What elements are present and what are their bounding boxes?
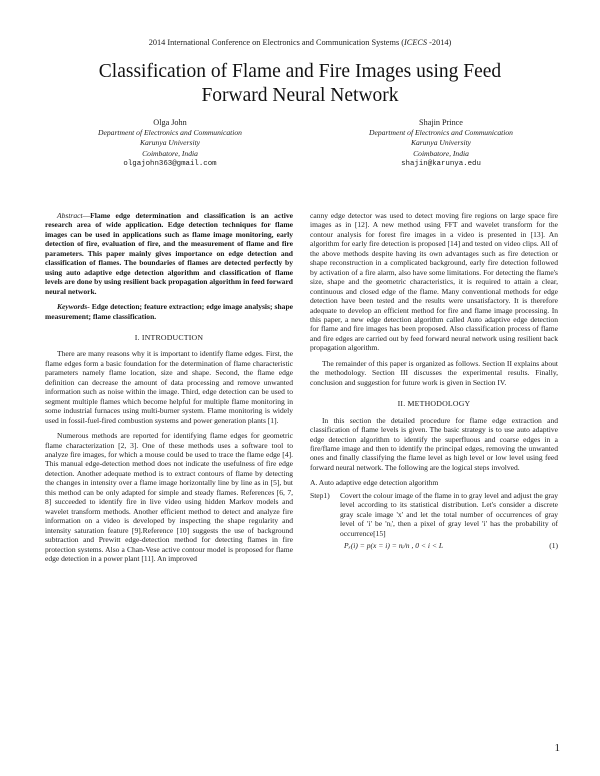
methodology-paragraph: In this section the detailed procedure for flame edge extraction and classification of flame levels is given. The basic strategy is to use auto adaptive edge detection algorithm to identify the superfluous and coarse edges in a fire/flame image and then to identify the principal edges, removing the unwanted ones and finally classifying the flame level as high level or low level using feed forward neural network. The following are the logical steps involved. [310,415,558,472]
intro-paragraph: Numerous methods are reported for identifying flame edges for geometric flame characterization [2, 3]. One of these methods uses a software tool to analyze fire images, for which a mouse could be used to trace the flame edge [4]. This manual edge-detection method does not indicate the usefulness of fire edge detection. Another adequate method is to extract contours of flame by detecting the changes in intensity over a flame image horizontally line by line as in [5], but this method can be only adapted for simple and steady flames. References [6, 7, 8] succeeded to identify fire in live video using hidden Markov models and wavelet transform methods. Another efficient method to detect and analyze fire information on a video is developed by inspecting the shape regularity and intensity saturation feature [9].Reference [10] suggests the use of background subtraction and Prewitt edge-detection method for detecting flames in fire protection systems. Also a Chan-Vese active contour model is proposed for flame edge detection in a power plant [11]. An improved [45,431,293,563]
intro-paragraph: There are many reasons why it is important to identify flame edges. First, the flame edges form a basic foundation for the determination of flame characteristic parameters namely flame location, size and shape. Second, the flame edge definition can decrease the amount of data processing and remove unwanted information such as noise within the image. Third, edge detection can be used to segment multiple flames which become helpful for multiple flame monitoring in some industrial furnaces using multi-burner system. Flame monitoring is widely used in fossil-fuel-fired combustion systems and power generation plants [1]. [45,349,293,425]
section-heading-introduction: I. INTRODUCTION [134,332,204,342]
author-department: Department of Electronics and Communication [98,128,242,138]
subsection-heading: A. Auto adaptive edge detection algorithm [310,478,439,488]
author-location: Coimbatore, India [413,148,469,158]
keywords: Keywords- Edge detection; feature extraction; edge image analysis; shape measurement; flame classification. [45,302,293,321]
abstract: Abstract—Flame edge determination and classification is an active research area of wide application. Edge detection techniques for flame images can be used in applications such as flame image monitoring, early detection of fire, evaluation of fire, and the measurement of flame and fire parameters. This paper mainly gives importance on edge detection and classification of flames. The boundaries of flames are detected perfectly by using auto adaptive edge detection algorithm and classification of flame levels are done by using resilient back propagation algorithm in feed forward neural network. [45,211,294,296]
intro-paragraph-continued: canny edge detector was used to detect moving fire regions on large space fire images as in [12]. A new method using FFT and wavelet transform for the contour analysis for forest fire images in a video is presented in [13]. An algorithm for early fire detection is proposed [14] and tested on video clips. All of the above methods despite having its own advantages such as fire detection or shape reconstruction in a complicated background, early fire detection followed by activation of a fire alarm, also have some limitations. For detecting the flame's size, shape and the geometric characteristics, it is required to attain a clear, continuous and closed edge of the flame. Many conventional methods for edge detection have been tested and the results were unsatisfactory. It is therefore adequate to develop an efficient method for fire and flame image processing. In this paper, a new edge detection algorithm called Auto adaptive edge detection for flame and fire images has been proposed. Also classification process of flame and fire edges are carried out by feed forward neural network using resilient back propagation algorithm. [310,211,558,353]
step-label: Step1) [310,490,330,500]
equation-1 [310,541,558,550]
author-name: Shajin Prince [419,118,463,127]
right-column [310,211,558,551]
author-block-2 [316,118,566,169]
conference-header: 2014 International Conference on Electronics and Communication Systems (ICECS -2014) [148,38,452,47]
section-heading-methodology: II. METHODOLOGY [397,399,471,409]
author-university: Karunya University [139,138,201,148]
step-text: Covert the colour image of the flame in to gray level and adjust the gray level according to its statistical distribution. Let's consider a discrete gray scale image 'x' and let the total number of occurrences of gray level of 'i' be 'nᵢ', then a pixel of gray level 'i' has the probability of occurrence[15] [340,490,558,538]
left-column [45,211,293,563]
title-line-2: Forward Neural Network [201,85,399,106]
equation-formula: Pₓ(i) = p(x = i) = nᵢ/n , 0 < i < L [344,541,444,551]
author-email: olgajohn363@gmail.com [123,159,217,168]
author-university: Karunya University [410,138,472,148]
author-email: shajin@karunya.edu [401,159,481,168]
author-block-1 [45,118,295,169]
page-number: 1 [554,742,560,754]
intro-paragraph: The remainder of this paper is organized as follows. Section II explains about the methodology. Section III discusses the experimental results. Finally, conclusion and suggestion for future work is given in Section IV. [310,358,558,387]
author-location: Coimbatore, India [142,148,198,158]
author-name: Olga John [153,118,187,127]
paper-title [40,60,560,108]
step-1 [310,491,558,538]
author-department: Department of Electronics and Communication [369,128,513,138]
title-line-1: Classification of Flame and Fire Images using Feed [98,61,502,82]
equation-number: (1) [549,541,558,551]
